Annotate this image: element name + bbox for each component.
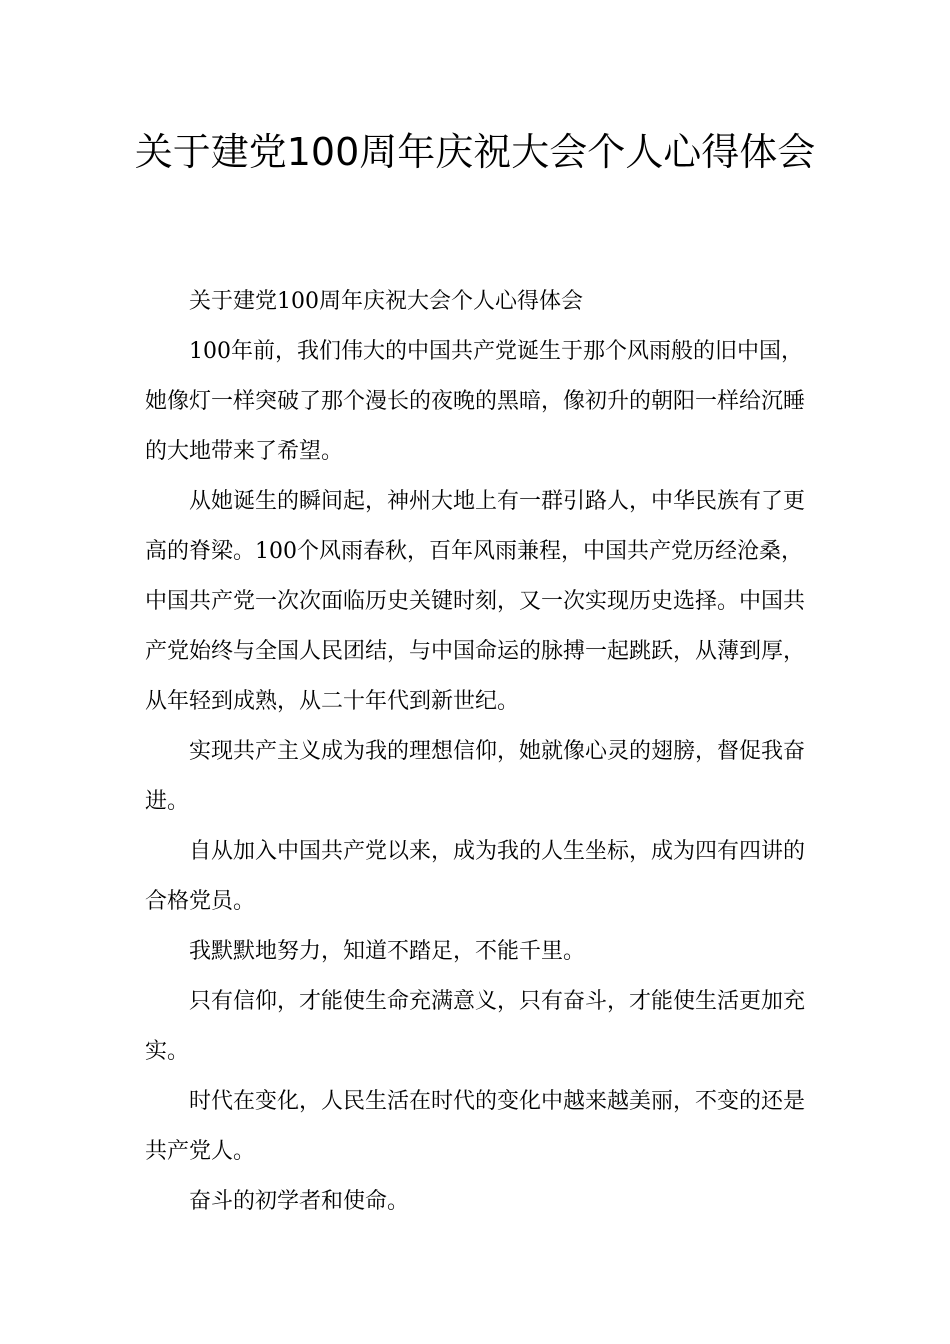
paragraph: 实现共产主义成为我的理想信仰，她就像心灵的翅膀，督促我奋进。 — [145, 739, 806, 814]
paragraph: 奋斗的初学者和使命。 — [189, 1189, 410, 1214]
paragraph: 时代在变化，人民生活在时代的变化中越来越美丽，不变的还是共产党人。 — [145, 1089, 806, 1164]
paragraph: 只有信仰，才能使生命充满意义，只有奋斗，才能使生活更加充实。 — [145, 989, 806, 1064]
paragraph: 我默默地努力，知道不踏足，不能千里。 — [189, 939, 586, 964]
document-body — [145, 277, 815, 1227]
document-title: 关于建党100周年庆祝大会个人心得体会 — [134, 130, 816, 174]
paragraph: 100年前，我们伟大的中国共产党诞生于那个风雨般的旧中国，她像灯一样突破了那个漫长的夜晚的黑暗，像初升的朝阳一样给沉睡的大地带来了希望。 — [145, 339, 806, 464]
paragraph: 关于建党100周年庆祝大会个人心得体会 — [189, 289, 583, 314]
paragraph: 从她诞生的瞬间起，神州大地上有一群引路人，中华民族有了更高的脊梁。100个风雨春秋，百年风雨兼程，中国共产党历经沧桑，中国共产党一次次面临历史关键时刻，又一次实现历史选择。中国共产党始终与全国人民团结，与中国命运的脉搏一起跳跃，从薄到厚，从年轻到成熟，从二十年代到新世纪。 — [145, 489, 806, 714]
paragraph: 自从加入中国共产党以来，成为我的人生坐标，成为四有四讲的合格党员。 — [145, 839, 806, 914]
